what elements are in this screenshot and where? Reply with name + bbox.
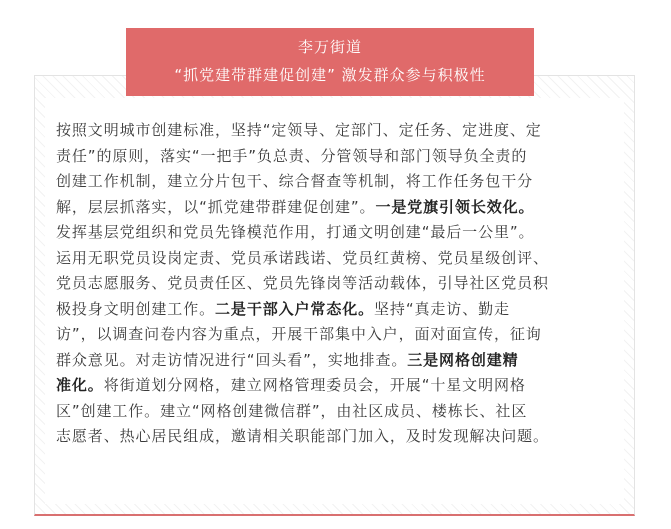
text-segment: 区”创建工作。建立“网格创建微信群”，由社区成员、楼栋长、社区 <box>56 401 528 420</box>
text-segment: 运用无职党员设岗定责、党员承诺践诺、党员红黄榜、党员星级创评、 <box>56 248 549 267</box>
text-segment: 访”，以调查问卷内容为重点，开展干部集中入户，面对面宣传，征询 <box>56 325 542 343</box>
text-segment: 解，层层抓落实，以“抓党建带群建促创建”。 <box>56 197 376 216</box>
body-line <box>56 271 616 297</box>
highlight-phrase: 准化。 <box>56 376 104 394</box>
body-line <box>56 373 616 399</box>
title-line-2: “抓党建带群建促创建” 激发群众参与积极性 <box>174 66 486 84</box>
text-segment: 将街道划分网格，建立网格管理委员会，开展“十星文明网格 <box>103 376 526 394</box>
body-line <box>56 246 616 272</box>
body-line <box>56 348 616 374</box>
body-line <box>56 169 616 195</box>
text-segment: 发挥基层党组织和党员先锋模范作用，打通文明创建“最后一公里”。 <box>56 223 535 241</box>
body-line <box>56 220 616 246</box>
body-line <box>56 297 616 323</box>
highlight-phrase: 三是网格创建精 <box>407 350 519 369</box>
text-segment: 群众意见。对走访情况进行“回头看”，实地排查。 <box>56 350 408 369</box>
text-segment: 坚持“真走访、勤走 <box>374 299 510 318</box>
highlight-phrase: 一是党旗引领长效化。 <box>375 197 535 216</box>
body-line <box>56 195 616 221</box>
article-body <box>56 118 616 450</box>
text-segment: 按照文明城市创建标准，坚持“定领导、定部门、定任务、定进度、定 <box>56 121 542 139</box>
text-segment: 志愿者、热心居民组成，邀请相关职能部门加入，及时发现解决问题。 <box>56 427 549 445</box>
body-line <box>56 322 616 348</box>
text-segment: 创建工作机制，建立分片包干、综合督查等机制，将工作任务包干分 <box>56 172 534 190</box>
highlight-phrase: 二是干部入户常态化。 <box>215 299 375 318</box>
title-line-1: 李万街道 <box>297 38 362 56</box>
body-line <box>56 118 616 144</box>
text-segment: 责任”的原则，落实“一把手”负总责、分管领导和部门领导负全责的 <box>56 146 528 165</box>
text-segment: 极投身文明创建工作。 <box>56 299 216 318</box>
body-line <box>56 424 616 450</box>
body-line <box>56 399 616 425</box>
body-line <box>56 144 616 170</box>
text-segment: 党员志愿服务、党员责任区、党员先锋岗等活动载体，引导社区党员积 <box>56 274 549 292</box>
title-banner <box>126 28 534 96</box>
